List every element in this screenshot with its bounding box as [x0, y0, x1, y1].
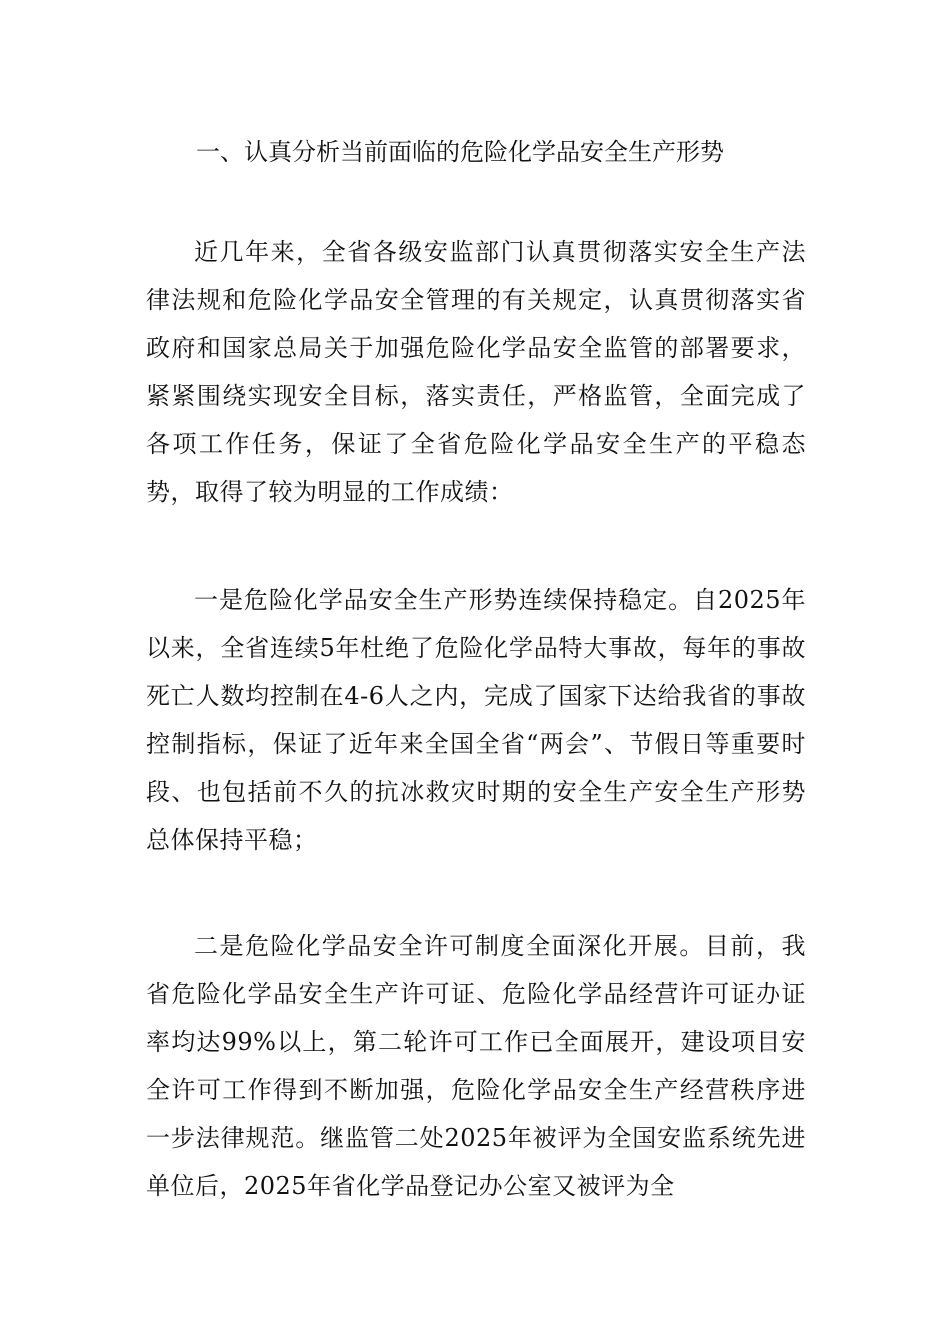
section-heading: 一、认真分析当前面临的危险化学品安全生产形势	[196, 138, 724, 166]
paragraph-point-two: 二是危险化学品安全许可制度全面深化开展。目前，我省危险化学品安全生产许可证、危险化学品经营许可证办证率均达99%以上，第二轮许可工作已全面展开，建设项目安全许可工作得到不断加强，危险化学品安全生产经营秩序进一步法律规范。继监管二处2025年被评为全国安监系统先进单位后，2025年省化学品登记办公室又被评为全	[146, 932, 806, 1200]
paragraph-intro: 近几年来，全省各级安监部门认真贯彻落实安全生产法律法规和危险化学品安全管理的有关规定，认真贯彻落实省政府和国家总局关于加强危险化学品安全监管的部署要求，紧紧围绕实现安全目标，落实责任，严格监管，全面完成了各项工作任务，保证了全省危险化学品安全生产的平稳态势，取得了较为明显的工作成绩：	[146, 238, 806, 506]
paragraph-point-one: 一是危险化学品安全生产形势连续保持稳定。自2025年以来，全省连续5年杜绝了危险化学品特大事故，每年的事故死亡人数均控制在4-6人之内，完成了国家下达给我省的事故控制指标，保证了近年来全国全省“两会”、节假日等重要时段、也包括前不久的抗冰救灾时期的安全生产安全生产形势总体保持平稳；	[146, 586, 806, 854]
